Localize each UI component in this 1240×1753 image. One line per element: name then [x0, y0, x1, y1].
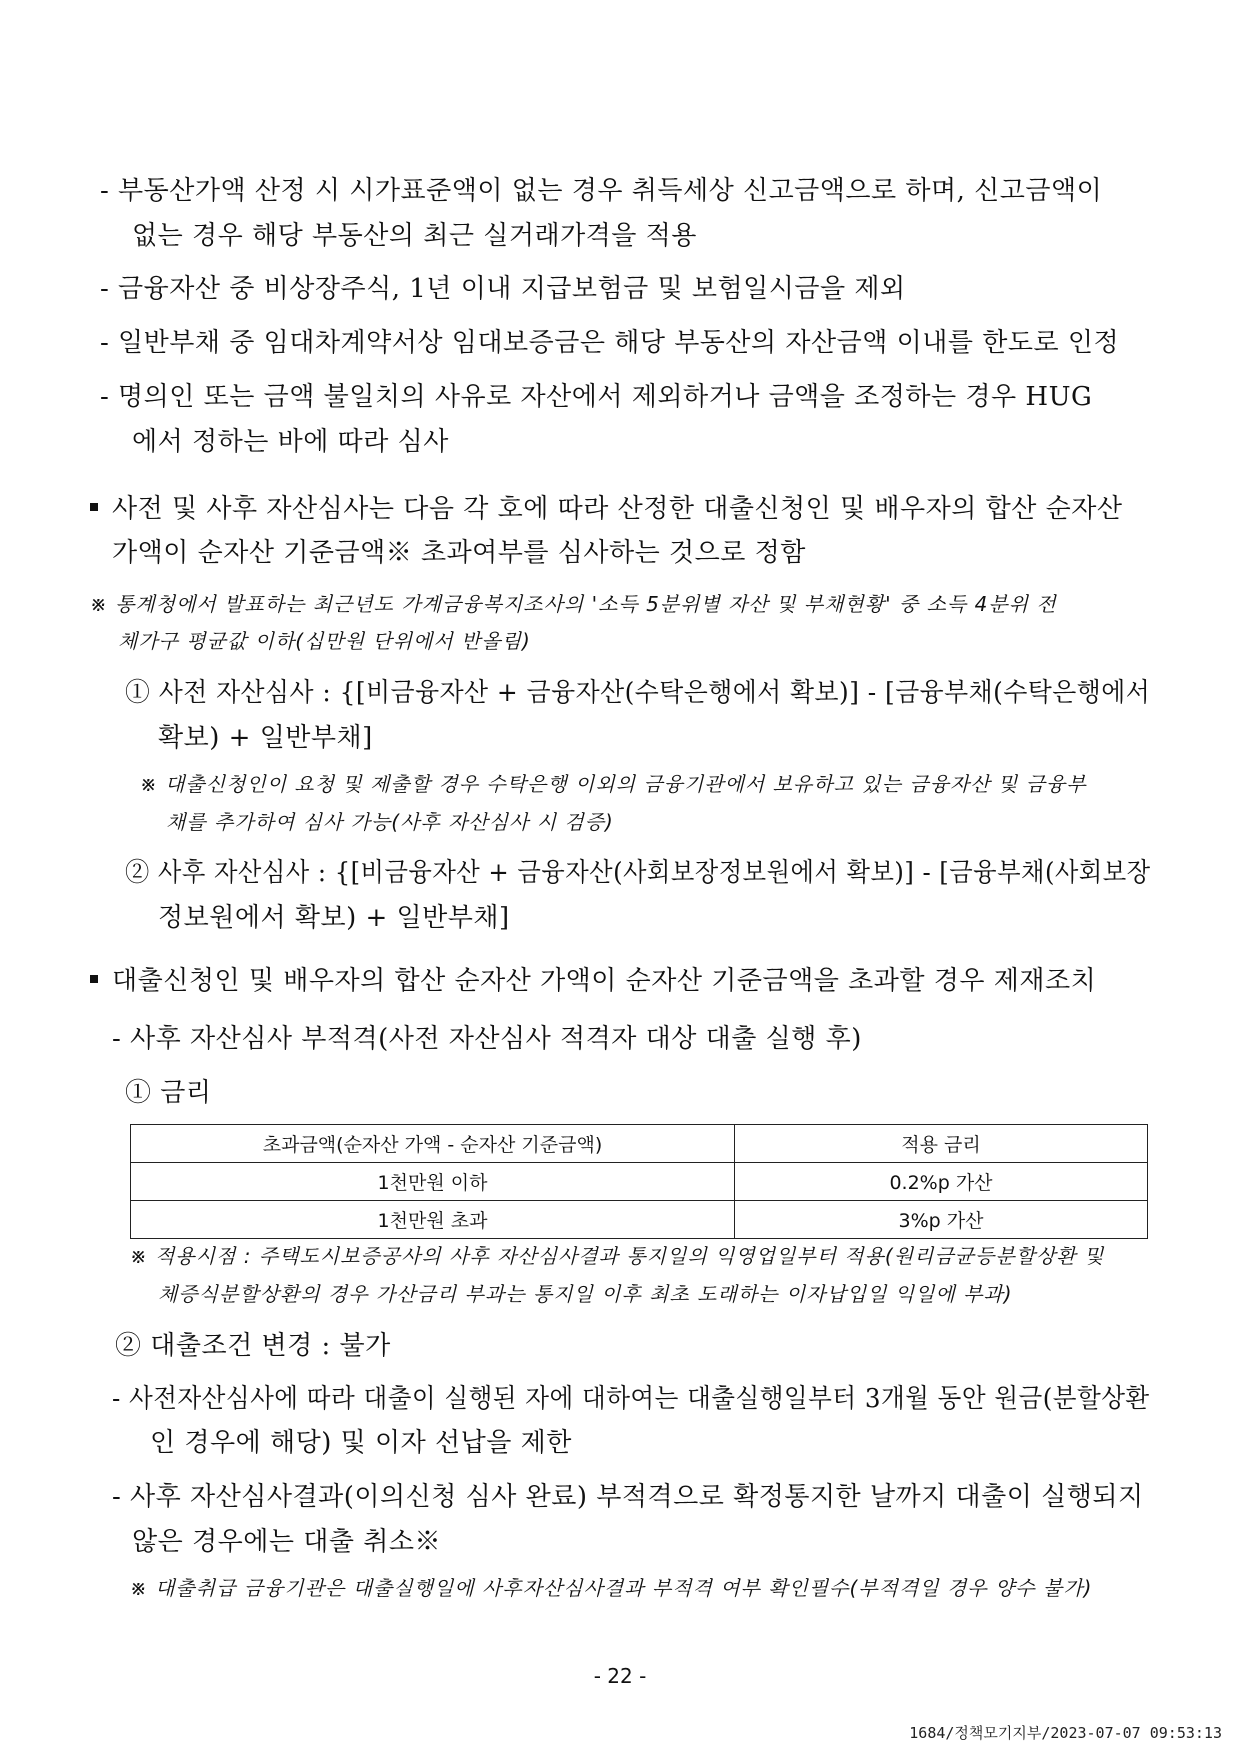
text-line: - 일반부채 중 임대차계약서상 임대보증금은 해당 부동산의 자산금액 이내를 한도로 인정 — [100, 328, 1120, 358]
text-line: 인 경우에 해당) 및 이자 선납을 제한 — [150, 1428, 572, 1458]
table-header-cell: 초과금액(순자산 가액 - 순자산 기준금액) — [131, 1125, 735, 1163]
table-cell: 0.2%p 가산 — [735, 1163, 1148, 1201]
page-number: - 22 - — [593, 1664, 647, 1688]
text-line: ② 사후 자산심사 : {[비금융자산 + 금융자산(사회보장정보원에서 확보)] - [금융부채(사회보장 — [125, 858, 1151, 888]
table-cell: 1천만원 이하 — [131, 1163, 735, 1201]
text-line: 확보) + 일반부채] — [158, 723, 373, 753]
note-line: 채를 추가하여 심사 가능(사후 자산심사 시 검증) — [166, 810, 614, 834]
bullet-item — [90, 960, 1096, 997]
note-line: ※ 대출신청인이 요청 및 제출할 경우 수탁은행 이외의 금융기관에서 보유하고 있는 금융자산 및 금융부 — [140, 772, 1087, 796]
text-line: - 금융자산 중 비상장주식, 1년 이내 지급보험금 및 보험일시금을 제외 — [100, 274, 906, 304]
table-header-cell: 적용 금리 — [735, 1125, 1148, 1163]
text-line: 사전 및 사후 자산심사는 다음 각 호에 따라 산정한 대출신청인 및 배우자의 합산 순자산 — [112, 494, 1123, 524]
text-line: - 명의인 또는 금액 불일치의 사유로 자산에서 제외하거나 금액을 조정하는 경우 HUG — [100, 382, 1093, 412]
rate-table — [130, 1124, 1148, 1239]
table-row — [131, 1163, 1148, 1201]
text-line: - 사전자산심사에 따라 대출이 실행된 자에 대하여는 대출실행일부터 3개월 동안 원금(분할상환 — [112, 1384, 1150, 1414]
table-cell: 1천만원 초과 — [131, 1201, 735, 1239]
document-id: 1684/정책모기지부/2023-07-07 09:53:13 — [909, 1724, 1222, 1742]
square-bullet-icon — [90, 503, 98, 511]
text-line: 대출신청인 및 배우자의 합산 순자산 가액이 순자산 기준금액을 초과할 경우 제재조치 — [112, 966, 1097, 996]
note-line: 체증식분할상환의 경우 가산금리 부과는 통지일 이후 최초 도래하는 이자납입일 익일에 부과) — [158, 1282, 1013, 1306]
text-line: - 사후 자산심사결과(이의신청 심사 완료) 부적격으로 확정통지한 날까지 대출이 실행되지 — [112, 1482, 1144, 1512]
square-bullet-icon — [90, 975, 98, 983]
text-line: 않은 경우에는 대출 취소※ — [132, 1527, 441, 1557]
text-line: ② 대출조건 변경 : 불가 — [115, 1331, 391, 1361]
note-line: ※ 대출취급 금융기관은 대출실행일에 사후자산심사결과 부적격 여부 확인필수(부적격일 경우 양수 불가) — [130, 1576, 1093, 1600]
text-line: ① 사전 자산심사 : {[비금융자산 + 금융자산(수탁은행에서 확보)] - [금융부채(수탁은행에서 — [125, 678, 1151, 708]
note-line: 체가구 평균값 이하(십만원 단위에서 반올림) — [118, 629, 531, 653]
text-line: - 부동산가액 산정 시 시가표준액이 없는 경우 취득세상 신고금액으로 하며, 신고금액이 — [100, 176, 1103, 206]
table-row — [131, 1201, 1148, 1239]
table-header-row — [131, 1125, 1148, 1163]
note-line: ※ 통계청에서 발표하는 최근년도 가계금융복지조사의 '소득 5분위별 자산 및 부채현황' 중 소득 4분위 전 — [90, 592, 1057, 616]
text-line: 가액이 순자산 기준금액※ 초과여부를 심사하는 것으로 정함 — [112, 538, 806, 568]
text-line: - 사후 자산심사 부적격(사전 자산심사 적격자 대상 대출 실행 후) — [112, 1024, 862, 1054]
text-line: 에서 정하는 바에 따라 심사 — [132, 427, 449, 457]
bullet-item — [90, 488, 1123, 525]
text-line: ① 금리 — [125, 1078, 212, 1108]
text-line: 없는 경우 해당 부동산의 최근 실거래가격을 적용 — [132, 221, 697, 251]
table-cell: 3%p 가산 — [735, 1201, 1148, 1239]
text-line: 정보원에서 확보) + 일반부채] — [158, 903, 510, 933]
note-line: ※ 적용시점 : 주택도시보증공사의 사후 자산심사결과 통지일의 익영업일부터 적용(원리금균등분할상환 및 — [130, 1244, 1105, 1268]
